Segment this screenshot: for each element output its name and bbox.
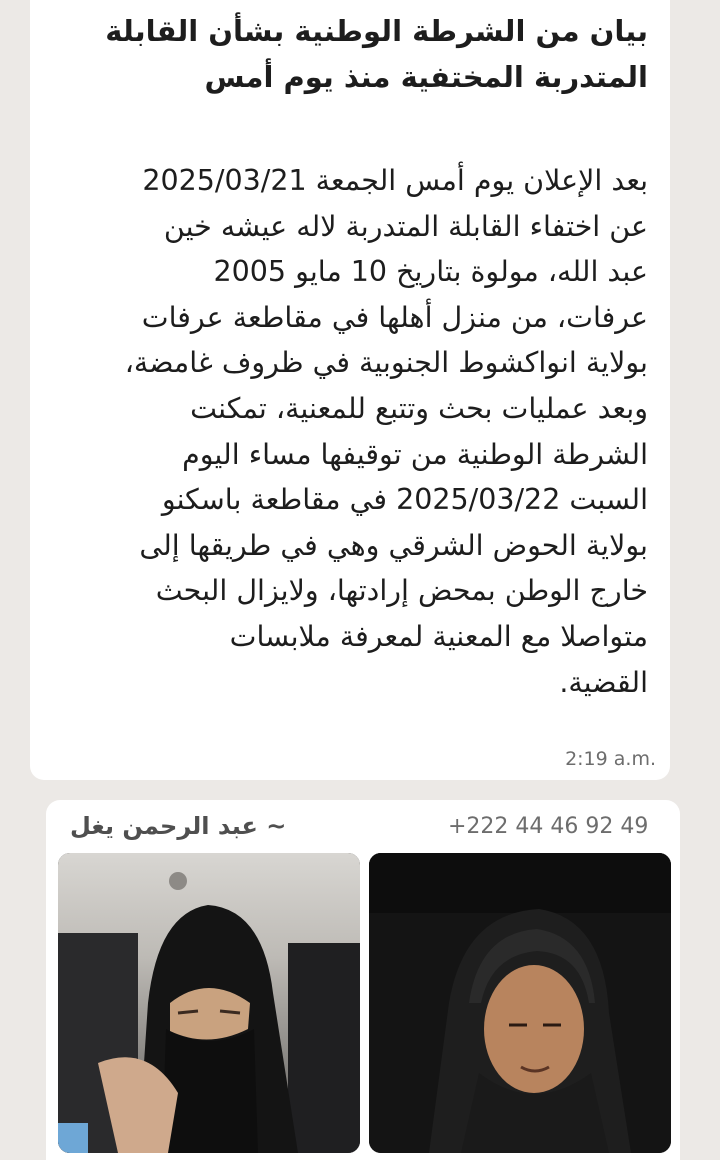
message-body-line: وبعد عمليات بحث وتتبع للمعنية، تمكنت — [190, 391, 648, 425]
message-body-line: عن اختفاء القابلة المتدربة لاله عيشه خين — [163, 209, 648, 243]
message-body-line: بعد الإعلان يوم أمس الجمعة 2025/03/21 — [142, 164, 648, 197]
message-body-line: خارج الوطن بمحض إرادتها، ولايزال البحث — [155, 574, 648, 608]
message-body-line: عبد الله، مولوة بتاريخ 10 مايو 2005 — [213, 255, 648, 289]
message-title — [48, 8, 648, 100]
message-body — [48, 158, 648, 705]
photo-left-image — [58, 853, 360, 1153]
sender-phone[interactable]: +222 44 46 92 49 — [448, 814, 649, 839]
message-title-line: المتدربة المختفية منذ يوم أمس — [204, 60, 648, 94]
message-bubble[interactable] — [30, 0, 670, 780]
message-title-line: بيان من الشرطة الوطنية بشأن القابلة — [105, 14, 648, 48]
message-body-line: متواصلا مع المعنية لمعرفة ملابسات — [229, 619, 648, 653]
photo-thumbnail-left[interactable] — [58, 853, 360, 1153]
message-body-line: القضية. — [559, 665, 648, 699]
message-body-line: السبت 2025/03/22 في مقاطعة باسكنو — [161, 483, 648, 517]
message-body-line: الشرطة الوطنية من توقيفها مساء اليوم — [182, 437, 648, 471]
sender-name[interactable]: ~ عبد الرحمن يغل — [70, 812, 287, 840]
photo-thumbnail-right[interactable] — [369, 853, 671, 1153]
message-body-line: بولاية انواكشوط الجنوبية في ظروف غامضة، — [124, 346, 648, 380]
message-body-line: عرفات، من منزل أهلها في مقاطعة عرفات — [141, 300, 648, 334]
message-body-line: بولاية الحوض الشرقي وهي في طريقها إلى — [139, 528, 648, 562]
message-timestamp: 2:19 a.m. — [565, 748, 656, 770]
photo-right-image — [369, 853, 671, 1153]
